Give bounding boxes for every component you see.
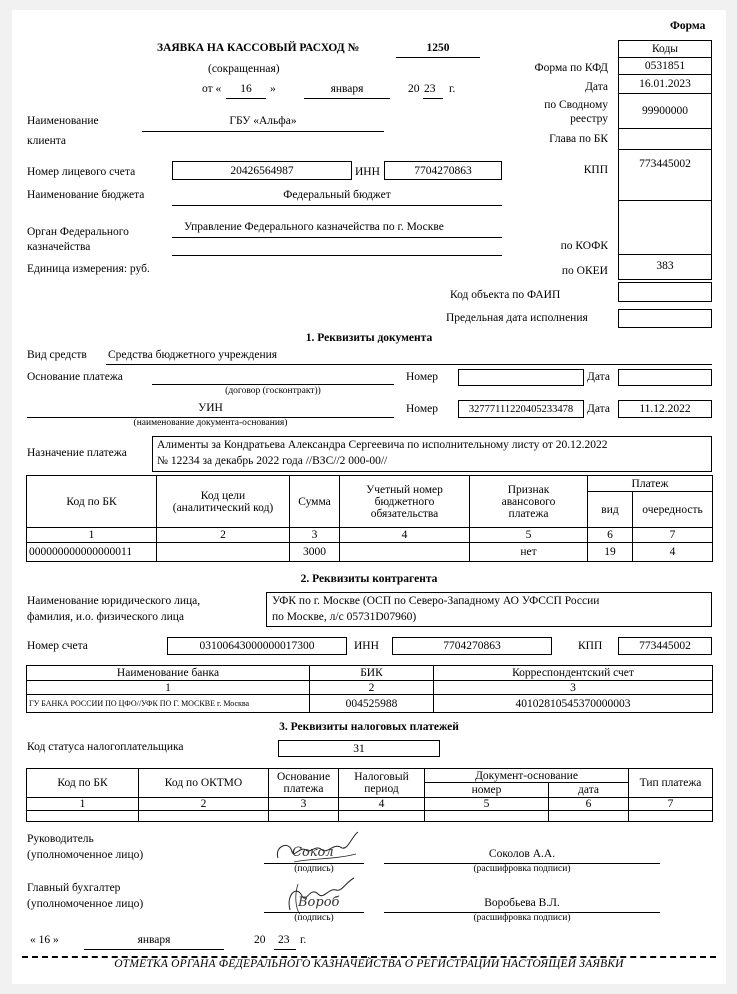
organ-label-1: Орган Федерального xyxy=(27,226,129,238)
th-pay-type: вид xyxy=(588,492,633,528)
bottom-date-year-suffix: г. xyxy=(300,934,307,946)
acc-label-2: (уполномоченное лицо) xyxy=(27,898,144,910)
th-advance xyxy=(470,476,588,528)
client-label-1: Наименование xyxy=(27,115,99,127)
th-tax-kbk: Код по БК xyxy=(27,769,139,798)
uin-date-label: Дата xyxy=(587,403,610,415)
col-num: 7 xyxy=(633,528,713,543)
head-name: Соколов А.А. xyxy=(488,848,556,860)
table-row xyxy=(27,543,713,562)
purpose-line-2: № 12234 за декабрь 2022 года //ВЗС//2 000-00// xyxy=(157,455,388,467)
basis-label: Основание платежа xyxy=(27,371,123,383)
th-obl-3: обязательства xyxy=(370,507,439,520)
th-tax-docnum: номер xyxy=(425,783,549,798)
col-num: 1 xyxy=(27,798,139,811)
head-signature-text: Сокол xyxy=(292,845,334,860)
col-num: 4 xyxy=(339,798,425,811)
th-tax-basis-1: Основание xyxy=(276,771,331,783)
col-num: 2 xyxy=(157,528,290,543)
uin-date: 11.12.2022 xyxy=(618,400,712,418)
date-year: 23 xyxy=(424,83,436,95)
bottom-date-day: « 16 » xyxy=(30,934,59,946)
cell-pay-order: 4 xyxy=(633,543,713,562)
bottom-date-year-prefix: 20 xyxy=(254,934,266,946)
date-close-quote: » xyxy=(270,83,276,95)
form-label: Форма xyxy=(670,20,706,32)
th-tax-basis xyxy=(269,769,339,798)
table-row xyxy=(27,811,713,822)
col-num: 5 xyxy=(470,528,588,543)
client-name: ГБУ «Альфа» xyxy=(229,115,297,127)
section-3-title: 3. Реквизиты налоговых платежей xyxy=(279,721,459,733)
cell-pay-type: 19 xyxy=(588,543,633,562)
bank-table xyxy=(26,665,713,713)
head-sign-caption: (подпись) xyxy=(294,864,334,874)
payment-table xyxy=(26,475,713,562)
client-label-2: клиента xyxy=(27,135,67,147)
bottom-date-year: 23 xyxy=(278,934,290,946)
th-obligation xyxy=(340,476,470,528)
acc-sign-caption: (подпись) xyxy=(294,913,334,923)
cp-name-label-2: фамилия, и.о. физического лица xyxy=(27,611,184,623)
cp-name-label-1: Наименование юридического лица, xyxy=(27,595,201,607)
code-faip xyxy=(618,282,712,302)
document-page xyxy=(12,10,726,984)
date-year-suffix: г. xyxy=(449,83,456,95)
date-day: 16 xyxy=(240,83,252,95)
th-tax-docdate: дата xyxy=(549,783,629,798)
footer-registration-mark: ОТМЕТКА ОРГАНА ФЕДЕРАЛЬНОГО КАЗНАЧЕЙСТВА О РЕГИСТРАЦИИ НАСТОЯЩЕЙ ЗАЯВКИ xyxy=(114,958,624,970)
cp-name-box xyxy=(266,592,712,627)
purpose-box xyxy=(152,436,712,472)
cell-bank-bik: 004525988 xyxy=(310,695,434,713)
cp-kpp: 773445002 xyxy=(618,637,712,655)
date-month: января xyxy=(330,83,364,95)
cp-account-label: Номер счета xyxy=(27,640,88,652)
th-adv-1: Признак xyxy=(507,483,550,496)
th-tax-period-1: Налоговый xyxy=(354,771,409,783)
cell-advance: нет xyxy=(470,543,588,562)
basis-number-label: Номер xyxy=(406,371,438,383)
head-decode-caption: (расшифровка подписи) xyxy=(473,864,571,874)
table-row xyxy=(27,695,713,713)
col-num: 2 xyxy=(139,798,269,811)
tax-table xyxy=(26,768,713,822)
head-signature xyxy=(272,828,364,868)
cp-name-line-2: по Москве, л/с 05731D07960) xyxy=(272,611,417,623)
funds-label: Вид средств xyxy=(27,349,87,361)
cp-kpp-label: КПП xyxy=(578,640,603,652)
col-num: 6 xyxy=(549,798,629,811)
basis-date-label: Дата xyxy=(587,371,610,383)
th-bank-bik: БИК xyxy=(310,666,434,681)
faip-label: Код объекта по ФАИП xyxy=(450,289,561,301)
organ-label-2: казначейства xyxy=(27,241,91,253)
cp-account: 03100643000000017300 xyxy=(167,637,347,655)
th-kbk: Код по БК xyxy=(27,476,157,528)
organ-value: Управление Федерального казначейства по г. Москве xyxy=(184,221,444,233)
code-okei-box xyxy=(618,254,712,280)
th-adv-2: авансового xyxy=(501,495,556,508)
code-kpp-box xyxy=(618,149,712,201)
uin-number: 32777111220405233478 xyxy=(458,400,584,418)
budget-label: Наименование бюджета xyxy=(27,189,145,201)
svod-label-1: по Сводному xyxy=(544,99,608,111)
cell-obligation xyxy=(340,543,470,562)
accountant-signature-text: Вороб xyxy=(298,895,340,910)
col-num: 1 xyxy=(27,528,157,543)
kfd-label: Форма по КФД xyxy=(534,62,608,74)
col-num: 4 xyxy=(340,528,470,543)
document-subtitle: (сокращенная) xyxy=(208,63,280,75)
code-glava xyxy=(618,128,712,150)
cp-inn: 7704270863 xyxy=(392,637,552,655)
deadline-label: Предельная дата исполнения xyxy=(446,312,588,324)
codes-header: Коды xyxy=(618,40,712,58)
kpp-label: КПП xyxy=(583,164,608,176)
kofk-label: по КОФК xyxy=(560,240,608,252)
code-kpp: 773445002 xyxy=(639,158,691,170)
th-sum: Сумма xyxy=(290,476,340,528)
uin-label: УИН xyxy=(198,402,223,414)
th-obl-2: бюджетного xyxy=(374,495,435,508)
code-svod: 99900000 xyxy=(618,93,712,129)
th-goal-2: (аналитический код) xyxy=(172,501,274,514)
document-number: 1250 xyxy=(426,42,450,54)
account-label: Номер лицевого счета xyxy=(27,166,136,178)
col-num: 3 xyxy=(269,798,339,811)
th-tax-doc: Документ-основание xyxy=(425,769,629,783)
section-1-title: 1. Реквизиты документа xyxy=(305,332,433,344)
bottom-date-month: января xyxy=(137,934,171,946)
purpose-line-1: Алименты за Кондратьева Александра Сергеевича по исполнительному листу от 20.12.2022 xyxy=(157,439,608,451)
th-tax-oktmo: Код по ОКТМО xyxy=(139,769,269,798)
unit-label: Единица измерения: руб. xyxy=(27,263,150,275)
accountant-signature xyxy=(280,876,364,918)
glava-label: Глава по БК xyxy=(549,133,608,145)
status-label: Код статуса налогоплательщика xyxy=(27,741,184,753)
document-title: ЗАЯВКА НА КАССОВЫЙ РАСХОД № xyxy=(157,42,360,54)
head-label-1: Руководитель xyxy=(27,833,94,845)
th-pay-order: очередность xyxy=(633,492,713,528)
funds-value: Средства бюджетного учреждения xyxy=(108,349,278,361)
code-deadline xyxy=(618,309,712,328)
col-num: 5 xyxy=(425,798,549,811)
acc-decode-caption: (расшифровка подписи) xyxy=(473,913,571,923)
basis-number xyxy=(458,369,584,386)
col-num: 3 xyxy=(434,681,713,695)
contract-caption: (договор (госконтракт)) xyxy=(225,386,321,396)
doc-caption: (наименование документа-основания) xyxy=(133,418,288,428)
code-kfd: 0531851 xyxy=(618,57,712,75)
col-num: 3 xyxy=(290,528,340,543)
account-number: 20426564987 xyxy=(172,161,352,180)
purpose-label: Назначение платежа xyxy=(27,447,127,459)
col-num: 1 xyxy=(27,681,310,695)
cp-inn-label: ИНН xyxy=(354,640,379,652)
cell-goal xyxy=(157,543,290,562)
cell-kbk: 000000000000000011 xyxy=(27,543,157,562)
th-obl-1: Учетный номер xyxy=(366,483,443,496)
cp-name-line-1: УФК по г. Москве (ОСП по Северо-Западному АО УФССП России xyxy=(272,595,600,607)
acc-label-1: Главный бухгалтер xyxy=(27,882,121,894)
date-label: Дата xyxy=(585,81,608,93)
cell-sum: 3000 xyxy=(290,543,340,562)
svod-label-2: реестру xyxy=(570,113,608,125)
inn-label: ИНН xyxy=(355,166,380,178)
budget-value: Федеральный бюджет xyxy=(283,189,391,201)
th-tax-type: Тип платежа xyxy=(629,769,713,798)
th-bank-name: Наименование банка xyxy=(27,666,310,681)
status-value: 31 xyxy=(278,740,440,757)
code-kofk xyxy=(618,200,712,255)
accountant-name: Воробьева В.Л. xyxy=(484,897,560,909)
code-okei: 383 xyxy=(656,260,674,272)
th-adv-3: платежа xyxy=(508,507,549,520)
col-num: 7 xyxy=(629,798,713,811)
th-tax-period-2: период xyxy=(364,783,399,795)
okei-label: по ОКЕИ xyxy=(561,265,608,277)
date-year-prefix: 20 xyxy=(408,83,420,95)
basis-date xyxy=(618,369,712,386)
th-goal xyxy=(157,476,290,528)
th-tax-basis-2: платежа xyxy=(283,783,324,795)
uin-number-label: Номер xyxy=(406,403,438,415)
cell-bank-name: ГУ БАНКА РОССИИ ПО ЦФО//УФК ПО Г. МОСКВЕ г. Москва xyxy=(27,695,310,713)
th-tax-period xyxy=(339,769,425,798)
section-2-title: 2. Реквизиты контрагента xyxy=(300,573,438,585)
th-payment: Платеж xyxy=(588,476,713,492)
th-bank-corr: Корреспондентский счет xyxy=(434,666,713,681)
code-date: 16.01.2023 xyxy=(618,74,712,94)
head-label-2: (уполномоченное лицо) xyxy=(27,849,144,861)
cell-bank-corr: 40102810545370000003 xyxy=(434,695,713,713)
th-goal-1: Код цели xyxy=(200,489,246,502)
col-num: 2 xyxy=(310,681,434,695)
date-from-label: от « xyxy=(202,83,222,95)
col-num: 6 xyxy=(588,528,633,543)
inn-value: 7704270863 xyxy=(384,161,502,180)
